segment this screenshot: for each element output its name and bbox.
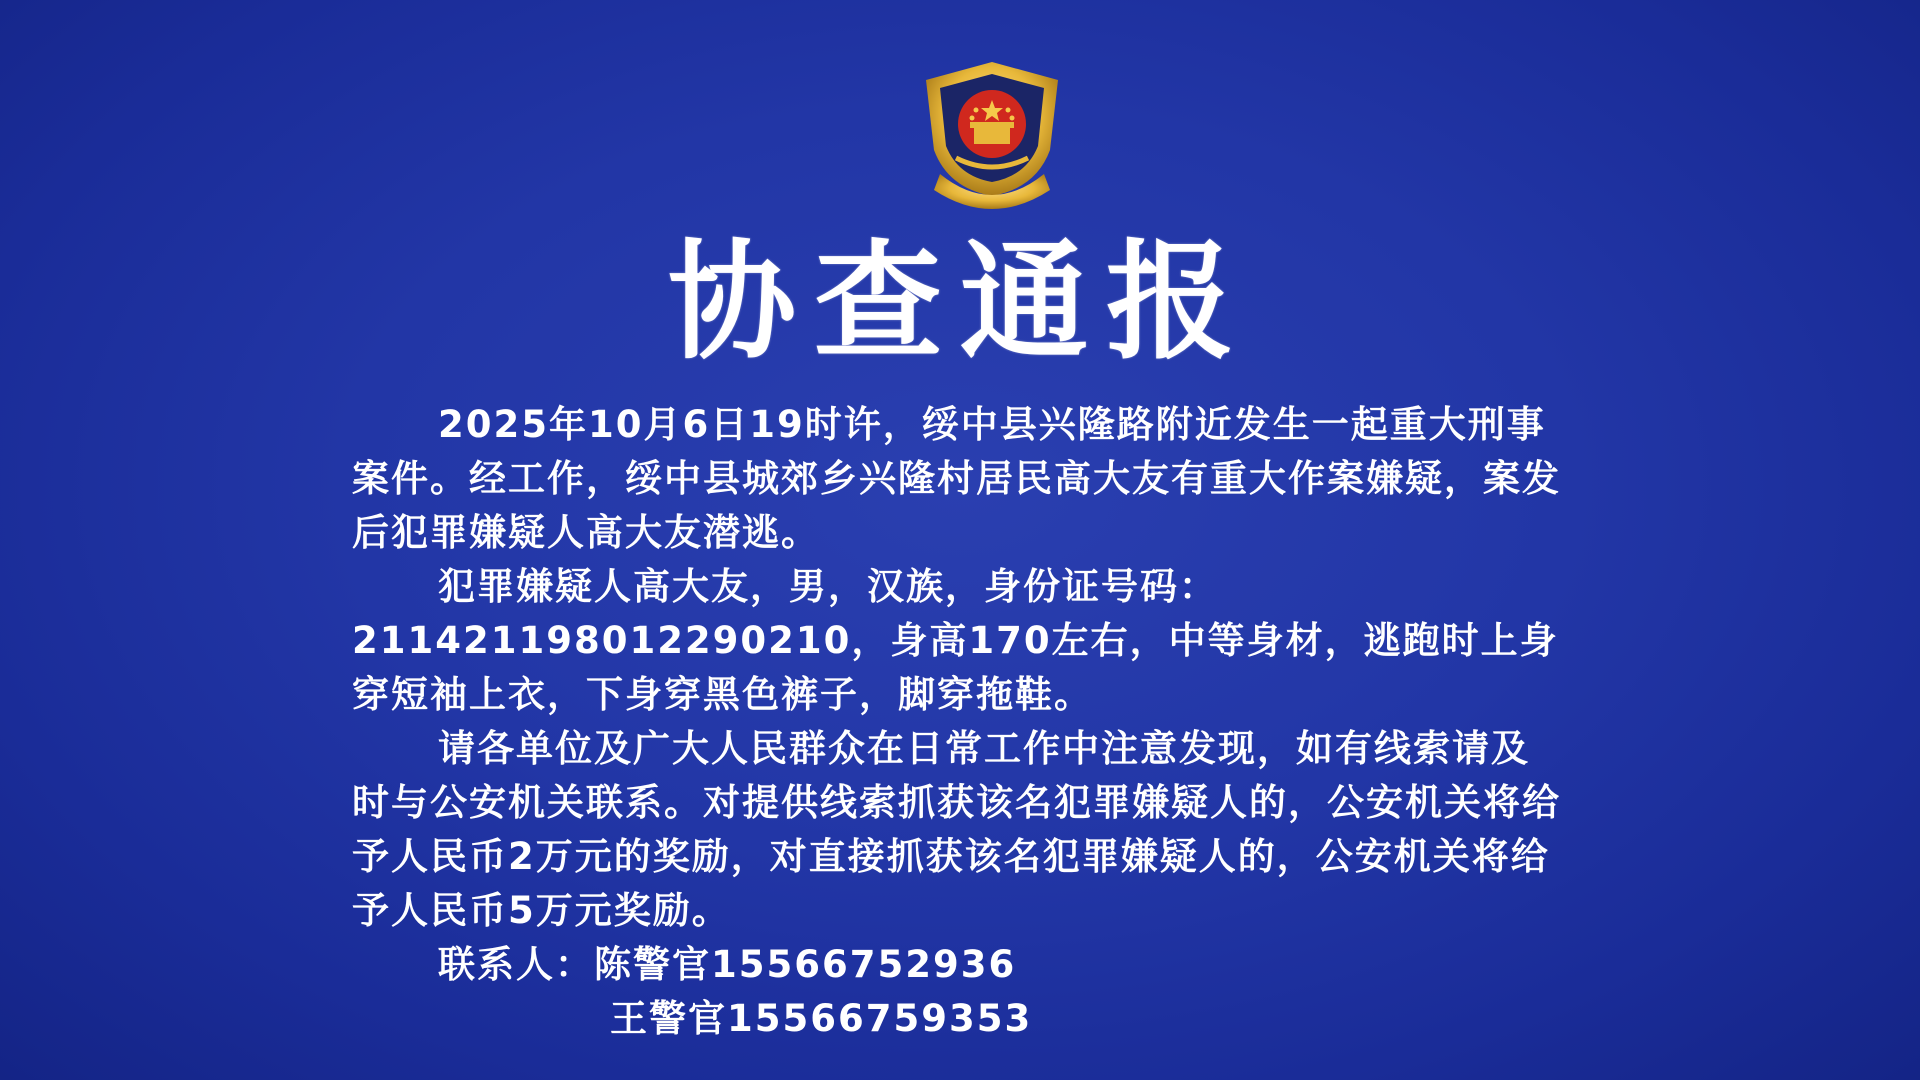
contact-row-2 [352, 992, 1562, 1046]
contact-row-1 [352, 938, 1562, 992]
notice-title: 协查通报 [667, 228, 1252, 377]
paragraph-incident: 2025年10月6日19时许，绥中县兴隆路附近发生一起重大刑事案件。经工作，绥中县城郊乡兴隆村居民高大友有重大作案嫌疑，案发后犯罪嫌疑人高大友潜逃。 [352, 403, 1561, 554]
contact-officer-wang: 王警官15566759353 [610, 997, 1033, 1040]
contact-officer-chen: 陈警官15566752936 [594, 943, 1017, 986]
paragraph-suspect-description: 犯罪嫌疑人高大友，男，汉族，身份证号码：211421198012290210，身高170左右，中等身材，逃跑时上身穿短袖上衣，下身穿黑色裤子，脚穿拖鞋。 [352, 565, 1559, 716]
paragraph-reward: 请各单位及广大人民群众在日常工作中注意发现，如有线索请及时与公安机关联系。对提供线索抓获该名犯罪嫌疑人的，公安机关将给予人民币2万元的奖励，对直接抓获该名犯罪嫌疑人的，公安机关将给予人民币5万元奖励。 [352, 727, 1561, 932]
notice-body [352, 398, 1562, 1046]
contact-label: 联系人： [438, 943, 594, 986]
police-emblem-icon [916, 58, 1068, 214]
